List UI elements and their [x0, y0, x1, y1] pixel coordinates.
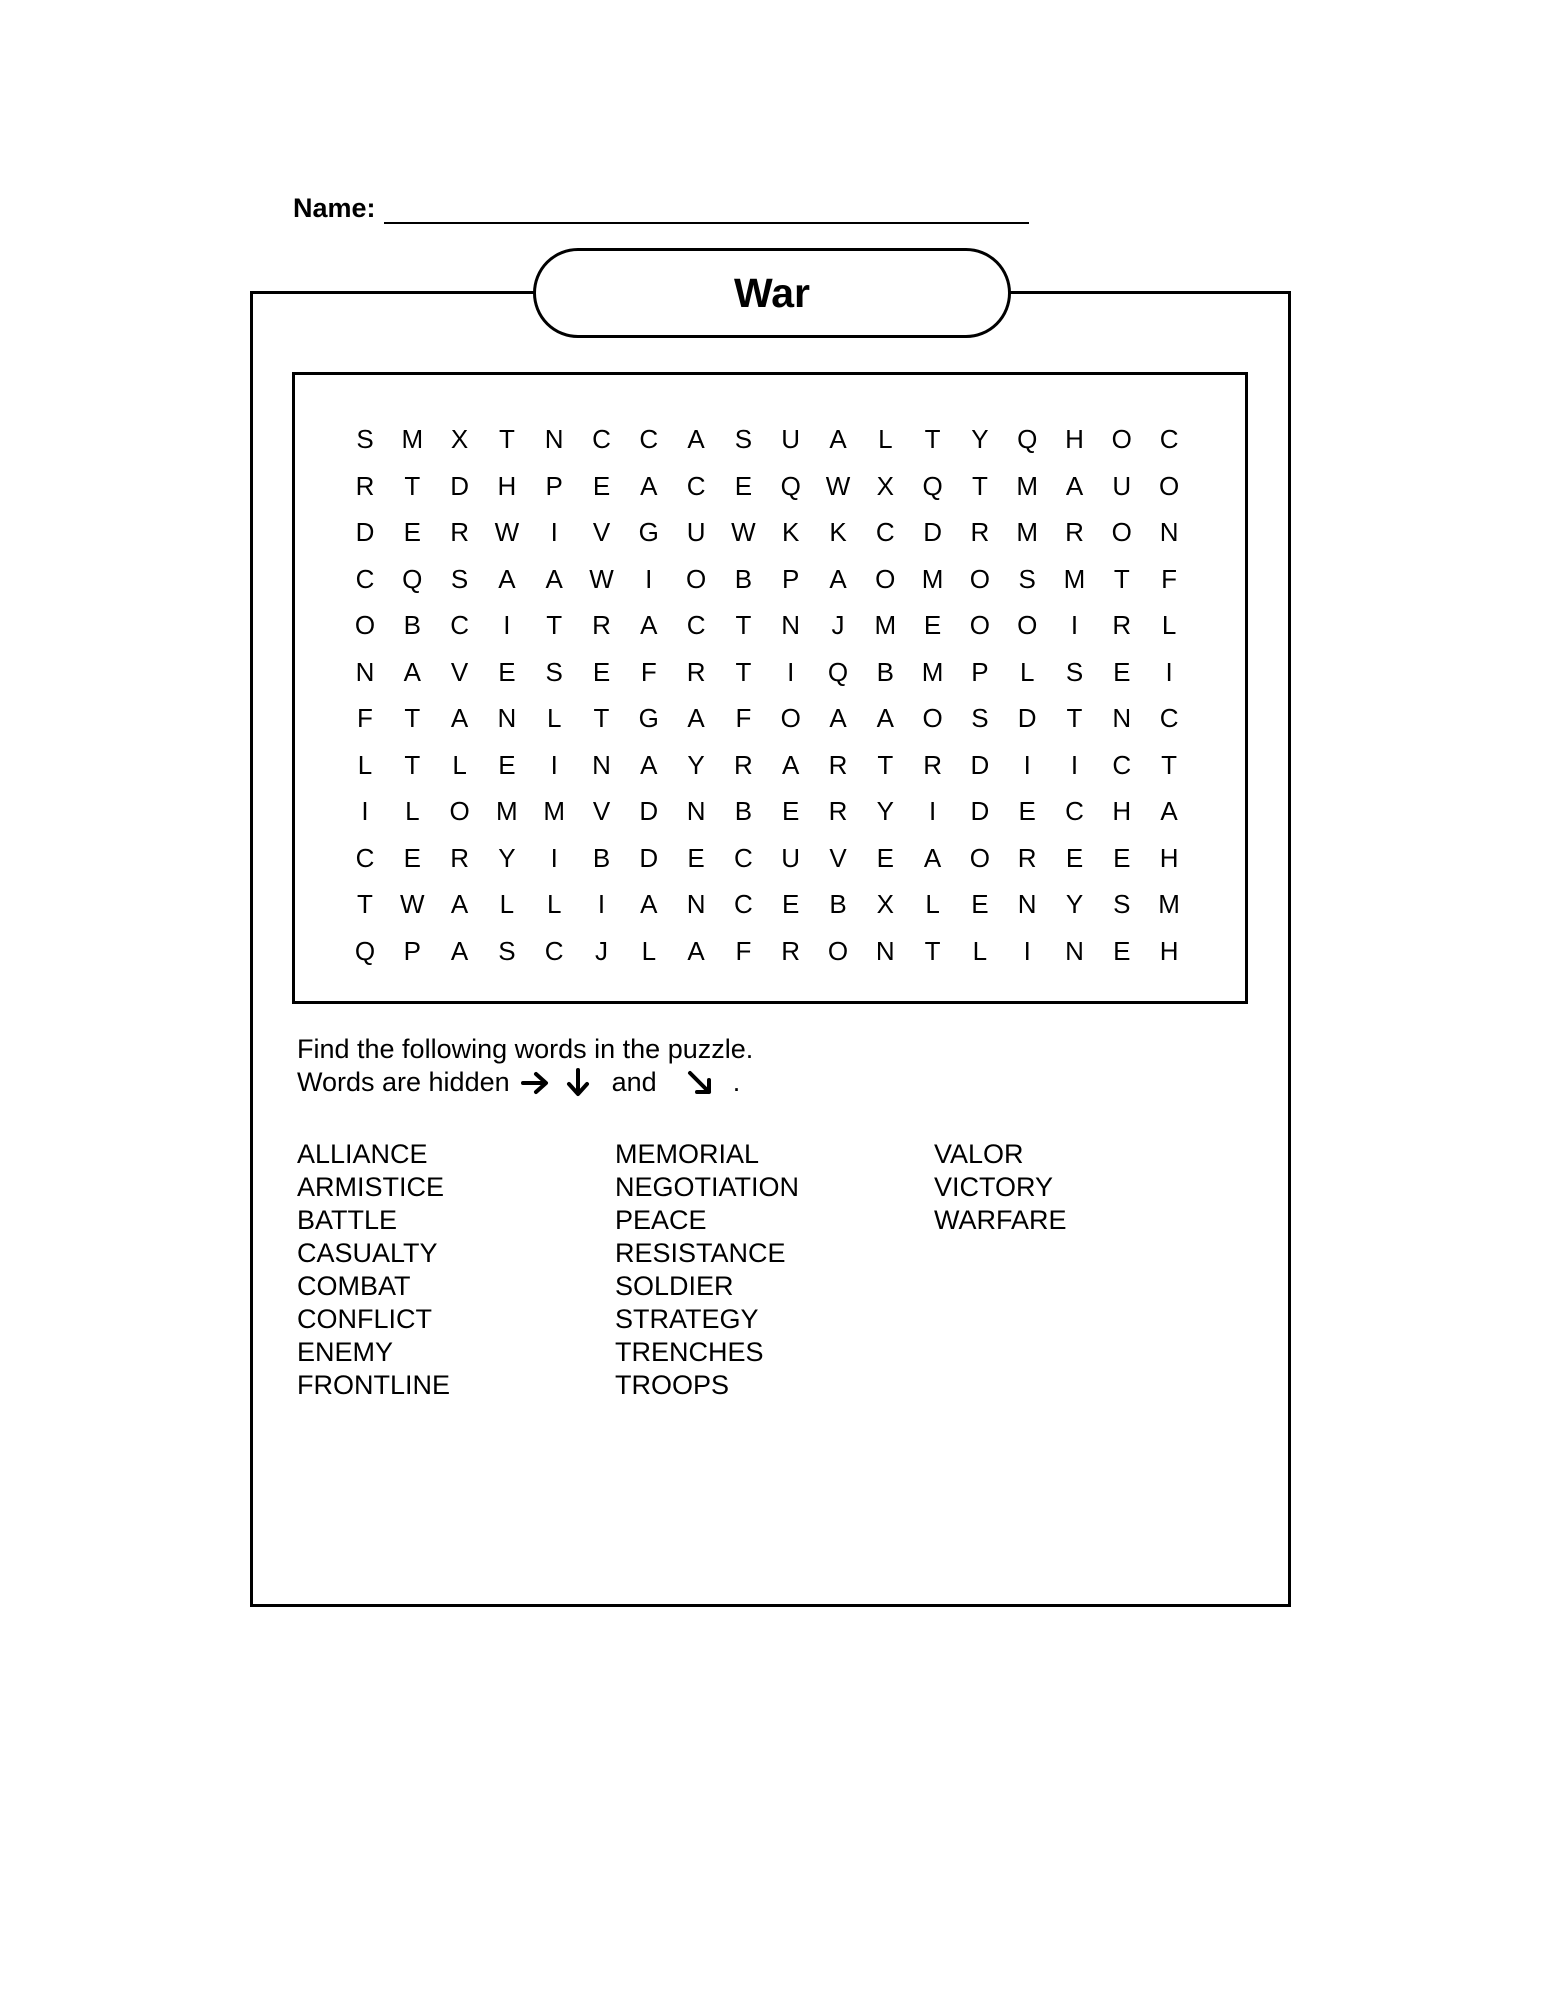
grid-letter[interactable]: A	[1160, 796, 1178, 826]
grid-letter[interactable]: R	[592, 610, 611, 640]
grid-letter[interactable]: E	[403, 517, 421, 547]
grid-letter[interactable]: A	[640, 470, 658, 501]
grid-letter[interactable]: Q	[780, 470, 801, 501]
grid-letter[interactable]: I	[503, 610, 511, 640]
grid-letter[interactable]: T	[971, 470, 988, 501]
grid-letter[interactable]: S	[450, 563, 469, 594]
grid-letter[interactable]: N	[1065, 935, 1084, 966]
grid-letter[interactable]: L	[546, 889, 562, 919]
grid-row	[295, 884, 1245, 924]
instructions-and: and	[611, 1067, 657, 1097]
grid-letter[interactable]: O	[922, 703, 943, 733]
grid-letter[interactable]: A	[640, 889, 658, 919]
grid-letter[interactable]: N	[875, 935, 895, 966]
grid-letter[interactable]: M	[496, 796, 518, 826]
grid-letter[interactable]: H	[497, 470, 517, 501]
grid-letter[interactable]: C	[355, 563, 375, 594]
arrow-right-icon	[520, 1068, 552, 1098]
grid-letter[interactable]: J	[595, 935, 608, 966]
page-title: War	[734, 269, 810, 316]
grid-letter[interactable]: L	[641, 935, 657, 966]
grid-letter[interactable]: O	[827, 935, 849, 966]
grid-letter[interactable]: V	[592, 517, 611, 547]
grid-letter[interactable]: E	[687, 842, 705, 873]
grid-letter[interactable]: S	[1065, 656, 1084, 687]
grid-row	[295, 512, 1245, 552]
grid-letter[interactable]: R	[450, 517, 469, 547]
grid-letter[interactable]: M	[1158, 889, 1180, 919]
grid-letter[interactable]: F	[735, 703, 752, 733]
grid-letter[interactable]: E	[1113, 656, 1131, 687]
grid-letter[interactable]: S	[1018, 563, 1036, 594]
grid-letter[interactable]: A	[687, 424, 705, 454]
grid-letter[interactable]: E	[734, 470, 753, 501]
word-list-item: NEGOTIATION	[615, 1172, 800, 1202]
grid-letter[interactable]: I	[550, 749, 558, 780]
word-list-item: CASUALTY	[297, 1238, 438, 1268]
word-list-item: ALLIANCE	[297, 1139, 428, 1169]
grid-letter[interactable]: A	[829, 563, 847, 594]
grid-letter[interactable]: U	[686, 517, 706, 547]
grid-letter[interactable]: E	[498, 656, 516, 687]
grid-letter[interactable]: O	[875, 563, 896, 594]
grid-letter[interactable]: B	[592, 842, 611, 873]
grid-letter[interactable]: L	[452, 749, 467, 780]
grid-letter[interactable]: I	[787, 656, 795, 687]
grid-letter[interactable]: R	[970, 517, 990, 547]
grid-letter[interactable]: M	[921, 563, 944, 594]
grid-letter[interactable]: D	[970, 796, 990, 826]
grid-letter[interactable]: E	[971, 889, 989, 919]
grid-letter[interactable]: L	[972, 935, 988, 966]
grid-letter[interactable]: L	[1161, 610, 1177, 640]
grid-letter[interactable]: C	[686, 470, 706, 501]
grid-letter[interactable]: O	[969, 842, 990, 873]
grid-letter[interactable]: W	[494, 517, 520, 547]
grid-letter[interactable]: G	[638, 703, 659, 733]
arrow-down-icon	[562, 1068, 594, 1098]
grid-letter[interactable]: E	[403, 842, 421, 873]
grid-letter[interactable]: U	[781, 842, 801, 873]
grid-letter[interactable]: C	[355, 842, 375, 873]
grid-letter[interactable]: T	[924, 424, 941, 454]
grid-letter[interactable]: M	[1016, 470, 1039, 501]
grid-letter[interactable]: O	[969, 563, 990, 594]
grid-letter[interactable]: I	[1023, 935, 1031, 966]
instructions-line-2	[297, 1066, 753, 1099]
grid-letter[interactable]: N	[544, 424, 564, 454]
grid-letter[interactable]: P	[971, 656, 989, 687]
word-list-column-1	[297, 1138, 450, 1402]
word-list-item: RESISTANCE	[615, 1238, 786, 1268]
grid-letter[interactable]: Y	[1065, 889, 1084, 919]
grid-letter[interactable]: D	[450, 470, 469, 501]
grid-letter[interactable]: G	[638, 517, 659, 547]
grid-letter[interactable]: W	[825, 470, 851, 501]
grid-row	[295, 466, 1245, 506]
grid-letter[interactable]: D	[970, 749, 990, 780]
word-list-item: FRONTLINE	[297, 1370, 451, 1400]
grid-letter[interactable]: L	[546, 703, 562, 733]
grid-letter[interactable]: Y	[498, 842, 516, 873]
grid-letter[interactable]: L	[499, 889, 515, 919]
grid-letter[interactable]: U	[781, 424, 801, 454]
grid-letter[interactable]: W	[400, 889, 425, 919]
grid-letter[interactable]: R	[450, 842, 469, 873]
grid-letter[interactable]: A	[782, 749, 800, 780]
grid-letter[interactable]: D	[639, 842, 659, 873]
grid-letter[interactable]: S	[356, 424, 374, 454]
grid-letter[interactable]: C	[686, 610, 706, 640]
instructions	[297, 1033, 753, 1099]
grid-letter[interactable]: N	[592, 749, 611, 780]
instructions-line-1: Find the following words in the puzzle.	[297, 1034, 754, 1064]
grid-letter[interactable]: A	[923, 842, 942, 873]
grid-row	[295, 838, 1245, 878]
grid-letter[interactable]: N	[1112, 703, 1132, 733]
grid-letter[interactable]: L	[925, 889, 940, 919]
grid-letter[interactable]: E	[1018, 796, 1036, 826]
grid-letter[interactable]: H	[1112, 796, 1132, 826]
grid-row	[295, 652, 1245, 692]
grid-letter[interactable]: E	[592, 656, 611, 687]
word-list-item: PEACE	[615, 1205, 707, 1235]
word-list-column-2	[615, 1138, 799, 1402]
grid-letter[interactable]: I	[1165, 656, 1173, 687]
grid-letter[interactable]: R	[923, 749, 942, 780]
grid-letter[interactable]: I	[361, 796, 369, 826]
grid-letter[interactable]: T	[404, 703, 421, 733]
grid-letter[interactable]: T	[924, 935, 941, 966]
grid-row	[295, 698, 1245, 738]
grid-letter[interactable]: C	[1065, 796, 1084, 826]
grid-letter[interactable]: Q	[827, 656, 849, 687]
grid-letter[interactable]: T	[404, 749, 421, 780]
grid-letter[interactable]: E	[498, 749, 516, 780]
grid-letter[interactable]: D	[923, 517, 942, 547]
grid-letter[interactable]: H	[1159, 935, 1179, 966]
grid-letter[interactable]: W	[731, 517, 756, 547]
grid-letter[interactable]: O	[354, 610, 376, 640]
word-list-item: VICTORY	[934, 1172, 1054, 1202]
grid-letter[interactable]: B	[734, 796, 753, 826]
grid-letter[interactable]: C	[734, 842, 753, 873]
grid-letter[interactable]: T	[357, 889, 373, 919]
grid-letter[interactable]: E	[923, 610, 942, 640]
word-list-item: ARMISTICE	[297, 1172, 445, 1202]
grid-letter[interactable]: I	[550, 842, 558, 873]
grid-letter[interactable]: O	[969, 610, 990, 640]
grid-letter[interactable]: M	[401, 424, 424, 454]
grid-letter[interactable]: B	[876, 656, 894, 687]
grid-letter[interactable]: I	[928, 796, 937, 826]
grid-letter[interactable]: I	[1070, 749, 1079, 780]
grid-letter[interactable]: A	[450, 889, 469, 919]
grid-letter[interactable]: S	[1113, 889, 1131, 919]
grid-letter[interactable]: T	[404, 470, 421, 501]
grid-letter[interactable]: L	[878, 424, 893, 454]
grid-letter[interactable]: A	[687, 935, 705, 966]
grid-letter[interactable]: S	[498, 935, 516, 966]
grid-row	[295, 559, 1245, 599]
grid-letter[interactable]: C	[1112, 749, 1132, 780]
grid-letter[interactable]: N	[1159, 517, 1179, 547]
grid-letter[interactable]: I	[1023, 749, 1031, 780]
grid-letter[interactable]: K	[829, 517, 847, 547]
word-list-column-3	[934, 1138, 1067, 1237]
grid-letter[interactable]: C	[1159, 424, 1179, 454]
grid-row	[295, 419, 1245, 459]
grid-letter[interactable]: O	[449, 796, 470, 826]
grid-letter[interactable]: I	[1070, 610, 1079, 640]
word-list-item: MEMORIAL	[615, 1139, 760, 1169]
grid-letter[interactable]: H	[1159, 842, 1179, 873]
grid-letter[interactable]: C	[450, 610, 469, 640]
word-list-item: VALOR	[934, 1139, 1024, 1169]
grid-letter[interactable]: B	[734, 563, 753, 594]
grid-row	[295, 745, 1245, 785]
grid-letter[interactable]: A	[640, 749, 658, 780]
grid-letter[interactable]: B	[403, 610, 421, 640]
grid-letter[interactable]: R	[1112, 610, 1132, 640]
instructions-prefix: Words are hidden	[297, 1067, 510, 1097]
grid-letter[interactable]: T	[1161, 749, 1178, 780]
grid-letter[interactable]: R	[828, 796, 848, 826]
grid-letter[interactable]: S	[545, 656, 563, 687]
grid-letter[interactable]: R	[781, 935, 801, 966]
word-list-item: BATTLE	[297, 1205, 398, 1235]
grid-letter[interactable]: A	[450, 703, 469, 733]
grid-letter[interactable]: T	[735, 610, 752, 640]
grid-letter[interactable]: A	[876, 703, 894, 733]
grid-letter[interactable]: O	[780, 703, 801, 733]
grid-letter[interactable]: X	[876, 889, 894, 919]
grid-letter[interactable]: A	[450, 935, 469, 966]
instructions-end: .	[732, 1067, 741, 1097]
grid-letter[interactable]: Q	[354, 935, 376, 966]
grid-letter[interactable]: F	[735, 935, 752, 966]
grid-letter[interactable]: F	[1161, 563, 1178, 594]
grid-letter[interactable]: I	[645, 563, 653, 594]
grid-letter[interactable]: N	[1017, 889, 1037, 919]
grid-letter[interactable]: E	[1113, 935, 1131, 966]
grid-letter[interactable]: N	[686, 889, 706, 919]
grid-letter[interactable]: A	[829, 424, 847, 454]
grid-row	[295, 605, 1245, 645]
grid-letter[interactable]: A	[829, 703, 847, 733]
grid-letter[interactable]: F	[357, 703, 373, 733]
word-list-item: STRATEGY	[615, 1304, 759, 1334]
name-label: Name:	[293, 193, 376, 223]
grid-letter[interactable]: P	[782, 563, 800, 594]
grid-letter[interactable]: L	[405, 796, 420, 826]
grid-letter[interactable]: N	[686, 796, 706, 826]
grid-letter[interactable]: N	[497, 703, 517, 733]
letter-grid	[292, 372, 1248, 1004]
grid-letter[interactable]: Q	[922, 470, 943, 501]
grid-letter[interactable]: D	[639, 796, 659, 826]
grid-letter[interactable]: C	[875, 517, 895, 547]
grid-letter[interactable]: V	[450, 656, 469, 687]
word-list-item: CONFLICT	[297, 1304, 432, 1334]
grid-letter[interactable]: C	[592, 424, 611, 454]
grid-letter[interactable]: R	[686, 656, 706, 687]
grid-letter[interactable]: P	[545, 470, 563, 501]
word-list-item: TROOPS	[615, 1370, 730, 1400]
grid-letter[interactable]: C	[639, 424, 659, 454]
grid-letter[interactable]: C	[1159, 703, 1179, 733]
grid-letter[interactable]: D	[355, 517, 375, 547]
grid-letter[interactable]: C	[734, 889, 753, 919]
grid-letter[interactable]: E	[876, 842, 894, 873]
grid-letter[interactable]: E	[782, 889, 800, 919]
grid-letter[interactable]: E	[1065, 842, 1084, 873]
grid-letter[interactable]: Y	[971, 424, 989, 454]
grid-letter[interactable]: I	[550, 517, 558, 547]
grid-letter[interactable]: W	[589, 563, 614, 594]
grid-letter[interactable]: T	[498, 424, 515, 454]
grid-letter[interactable]: Y	[687, 749, 705, 780]
grid-letter[interactable]: A	[1065, 470, 1084, 501]
grid-letter[interactable]: A	[498, 563, 516, 594]
grid-letter[interactable]: E	[1113, 842, 1131, 873]
grid-letter[interactable]: T	[735, 656, 752, 687]
grid-letter[interactable]: M	[1016, 517, 1039, 547]
grid-row	[295, 791, 1245, 831]
grid-letter[interactable]: O	[1158, 470, 1180, 501]
grid-letter[interactable]: O	[1017, 610, 1038, 640]
title-banner	[533, 248, 1011, 338]
grid-letter[interactable]: O	[1111, 424, 1132, 454]
grid-letter[interactable]: R	[1017, 842, 1037, 873]
grid-letter[interactable]: O	[685, 563, 707, 594]
grid-letter[interactable]: T	[1113, 563, 1130, 594]
grid-letter[interactable]: Q	[1017, 424, 1038, 454]
grid-letter[interactable]: M	[1063, 563, 1086, 594]
word-list-item: WARFARE	[934, 1205, 1067, 1235]
grid-letter[interactable]: U	[1112, 470, 1132, 501]
grid-letter[interactable]: A	[403, 656, 421, 687]
grid-letter[interactable]: R	[355, 470, 375, 501]
grid-letter[interactable]: X	[876, 470, 894, 501]
grid-letter[interactable]: P	[403, 935, 421, 966]
grid-letter[interactable]: R	[1065, 517, 1084, 547]
grid-letter[interactable]: F	[640, 656, 657, 687]
grid-letter[interactable]: J	[831, 610, 845, 640]
grid-letter[interactable]: Y	[876, 796, 894, 826]
arrow-down-right-icon	[685, 1068, 717, 1098]
grid-letter[interactable]: L	[357, 749, 373, 780]
grid-letter[interactable]: X	[450, 424, 469, 454]
word-list-item: COMBAT	[297, 1271, 411, 1301]
grid-letter[interactable]: T	[546, 610, 563, 640]
grid-letter[interactable]: A	[687, 703, 705, 733]
grid-letter[interactable]: H	[1065, 424, 1084, 454]
name-blank-line[interactable]	[384, 196, 1029, 224]
grid-letter[interactable]: S	[971, 703, 989, 733]
grid-letter[interactable]: N	[781, 610, 801, 640]
grid-letter[interactable]: A	[640, 610, 658, 640]
grid-row	[295, 931, 1245, 971]
grid-letter[interactable]: V	[829, 842, 847, 873]
grid-letter[interactable]: M	[543, 796, 566, 826]
grid-letter[interactable]: N	[355, 656, 375, 687]
grid-letter[interactable]: B	[829, 889, 847, 919]
grid-letter[interactable]: E	[782, 796, 800, 826]
grid-letter[interactable]: T	[877, 749, 894, 780]
grid-letter[interactable]: M	[874, 610, 897, 640]
grid-letter[interactable]: O	[1111, 517, 1132, 547]
grid-letter[interactable]: S	[734, 424, 753, 454]
grid-letter[interactable]: L	[1019, 656, 1035, 687]
grid-letter[interactable]: D	[1017, 703, 1037, 733]
grid-letter[interactable]: T	[593, 703, 610, 733]
grid-letter[interactable]: R	[828, 749, 848, 780]
word-list-item: TRENCHES	[615, 1337, 764, 1367]
grid-letter[interactable]: T	[1066, 703, 1083, 733]
grid-letter[interactable]: I	[597, 889, 606, 919]
grid-letter[interactable]: Q	[402, 563, 423, 594]
grid-letter[interactable]: R	[734, 749, 753, 780]
grid-letter[interactable]: M	[921, 656, 944, 687]
word-list-item: ENEMY	[297, 1337, 394, 1367]
grid-letter[interactable]: C	[544, 935, 564, 966]
grid-letter[interactable]: A	[545, 563, 563, 594]
name-field	[293, 193, 1029, 224]
grid-letter[interactable]: K	[782, 517, 800, 547]
grid-letter[interactable]: V	[592, 796, 611, 826]
word-list-item: SOLDIER	[615, 1271, 734, 1301]
grid-letter[interactable]: E	[592, 470, 611, 501]
